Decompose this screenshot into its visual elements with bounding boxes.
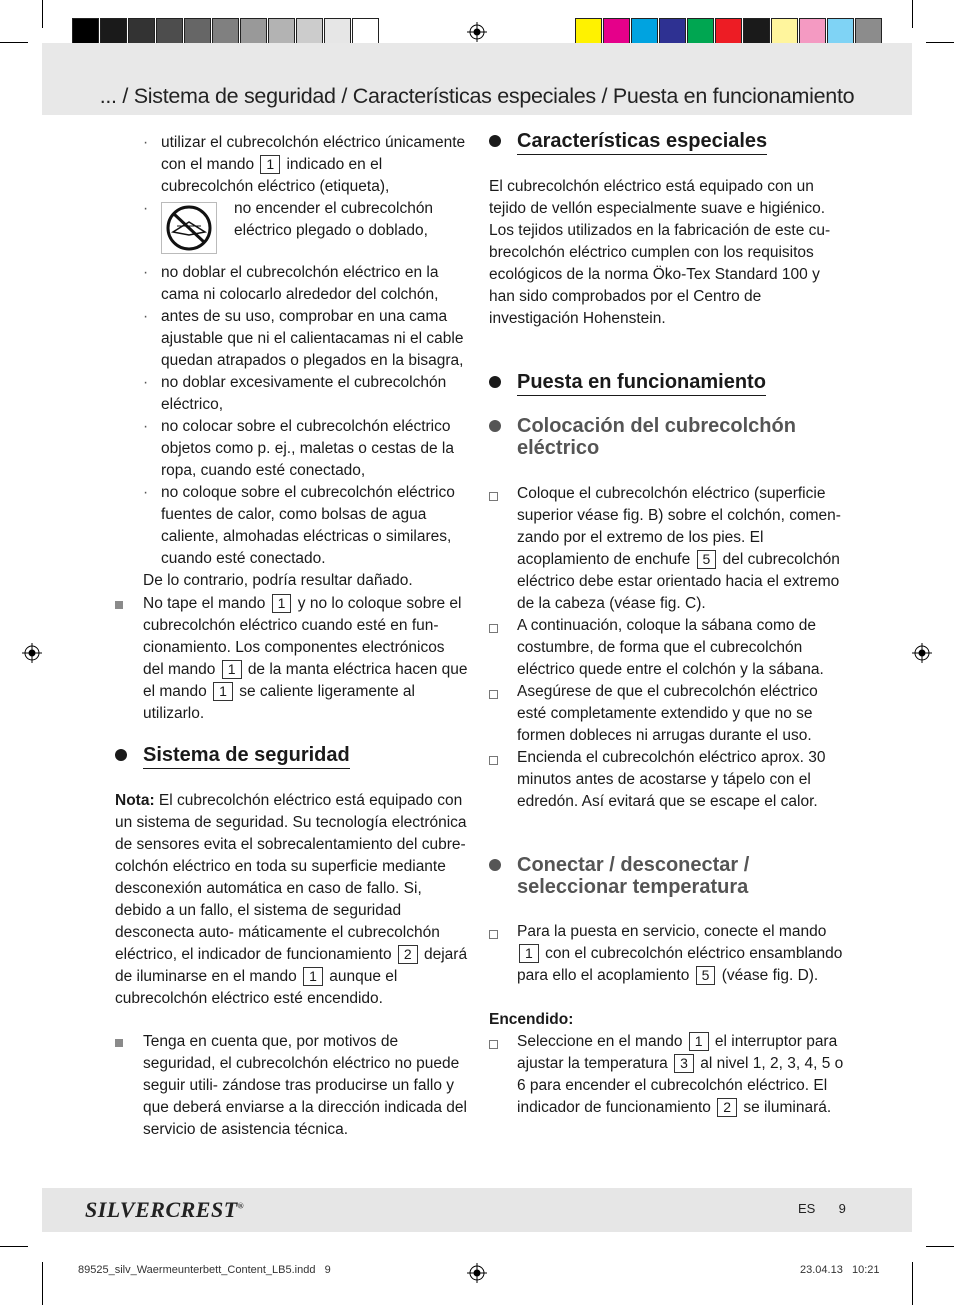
slug-date: 23.04.13 10:21 — [800, 1264, 880, 1276]
color-swatch — [128, 18, 155, 46]
crop-mark — [42, 1262, 43, 1305]
color-swatch — [715, 18, 742, 46]
language-code: ES — [798, 1201, 816, 1216]
part-number: 1 — [213, 682, 233, 701]
color-swatch — [659, 18, 686, 46]
list-item: · no doblar el cubrecolchón eléctrico en la cama ni colocarlo alrededor del colchón, — [143, 262, 468, 306]
list-item: Encienda el cubrecolchón eléctrico aprox. 30 minutos antes de acostarse y tápelo con el edredón. Así evitará que se escape el calor. — [489, 747, 844, 813]
list-item — [115, 593, 468, 725]
nota-text — [115, 790, 468, 1010]
list-item: Asegúrese de que el cubrecolchón eléctrico esté completamente extendido y que no se formen dobleces ni arrugas durante el uso. — [489, 681, 844, 747]
section-caracteristicas — [489, 130, 844, 152]
list-item — [143, 132, 468, 198]
subsection-heading: Colocación del cubrecolchón eléctrico — [489, 415, 844, 459]
crop-mark — [42, 0, 43, 28]
text: · no encender el cubrecolchón eléctrico plegado o doblado, — [234, 200, 434, 239]
color-swatch — [184, 18, 211, 46]
nota-paragraph — [115, 790, 468, 1010]
part-number: 3 — [674, 1054, 694, 1073]
text: El cubrecolchón eléctrico está equipado con un sistema de seguridad. Su tecnología electrónica de sensores evita el sobrecalentamiento del cubre- colchón eléctrico en toda su superficie mediante desconexión automática en caso de fallo. Si, debido a un fallo, el sistema de seguridad desconecta auto- máticamente el cubrecolchón eléctrico, el indicador de funcionamiento — [115, 792, 467, 963]
part-number: 2 — [717, 1098, 737, 1117]
part-number: 1 — [222, 660, 242, 679]
list-item: · no doblar excesivamente el cubrecolchón eléctrico, — [143, 372, 468, 416]
text: del cubrecolchón eléctrico debe estar orientado hacia el extremo de la cabeza (véase fig. C). — [517, 551, 840, 612]
section-conectar — [489, 854, 844, 898]
part-number: 1 — [689, 1032, 709, 1051]
page-number — [798, 1201, 846, 1216]
part-number: 1 — [260, 155, 280, 174]
subsection-heading: Conectar / desconectar / seleccionar temperatura — [489, 854, 844, 898]
color-swatch — [352, 18, 379, 46]
part-number: 2 — [398, 945, 418, 964]
color-swatch — [100, 18, 127, 46]
list-item — [489, 1031, 844, 1119]
text: dejará de iluminarse en el mando — [115, 946, 468, 985]
color-swatch — [240, 18, 267, 46]
no-fold-icon — [161, 202, 217, 254]
left-column-b — [115, 593, 468, 725]
color-swatch — [156, 18, 183, 46]
list-item: · no colocar sobre el cubrecolchón eléctrico objetos como p. ej., maletas o cestas de la ropa, cuando esté conectado, — [143, 416, 468, 482]
text: aunque el cubrecolchón eléctrico esté encendido. — [115, 968, 398, 1007]
colocacion-steps — [489, 483, 844, 813]
registration-mark-icon — [467, 1263, 487, 1283]
section-colocacion — [489, 415, 844, 459]
section-puesta — [489, 371, 844, 393]
text: de la manta eléctrica hacen que el mando — [143, 661, 468, 700]
color-swatch — [324, 18, 351, 46]
section-heading: Características especiales — [489, 130, 844, 152]
crop-mark — [0, 42, 28, 43]
color-swatch — [743, 18, 770, 46]
page-num: 9 — [838, 1201, 846, 1216]
part-number: 5 — [696, 966, 716, 985]
color-swatch — [603, 18, 630, 46]
nota-label: Nota: — [115, 792, 155, 809]
part-number: 5 — [697, 550, 717, 569]
list-item: Tenga en cuenta que, por motivos de seguridad, el cubrecolchón eléctrico no puede seguir utili- zándose tras producirse un fallo y que deberá enviarse a la dirección indicada del servicio de asistencia técnica. — [115, 1031, 468, 1141]
text: Para la puesta en servicio, conecte el mando — [517, 923, 827, 940]
list-item — [489, 483, 844, 615]
text: indicado en el cubrecolchón eléctrico (etiqueta), — [161, 156, 390, 195]
text: el interruptor para ajustar la temperatura — [517, 1033, 838, 1072]
color-swatch — [296, 18, 323, 46]
text: se caliente ligeramente al utilizarlo. — [143, 683, 415, 722]
crop-mark — [926, 1246, 954, 1247]
registration-mark-icon — [22, 643, 42, 663]
crop-mark — [912, 0, 913, 28]
list-item: A continuación, coloque la sábana como de costumbre, de forma que el cubrecolchón eléctrico quede entre el colchón y la sábana. — [489, 615, 844, 681]
color-swatch — [687, 18, 714, 46]
color-swatch — [575, 18, 602, 46]
color-swatch — [771, 18, 798, 46]
part-number: 1 — [303, 967, 323, 986]
text: Coloque el cubrecolchón eléctrico (superficie superior véase fig. B) sobre el colchón, comen- zando por el extremo de los pies. El acoplamiento de enchufe — [517, 485, 841, 568]
list-item — [489, 921, 844, 987]
color-bar — [575, 18, 883, 46]
text: al nivel 1, 2, 3, 4, 5 o 6 para encender el cubrecolchón eléctrico. El indicador de funcionamiento — [517, 1055, 844, 1116]
text: (véase fig. D). — [721, 967, 819, 984]
encendido-label: Encendido: — [489, 1011, 574, 1028]
left-column — [143, 132, 468, 592]
encendido-block — [489, 1009, 844, 1119]
crop-mark — [912, 1262, 913, 1305]
registration-mark-icon — [467, 22, 487, 42]
color-swatch — [631, 18, 658, 46]
brand-logo: SILVERCREST® — [85, 1197, 245, 1222]
list-item: · antes de su uso, comprobar en una cama ajustable que ni el calientacamas ni el cable quedan atrapados o plegados en la bisagra, — [143, 306, 468, 372]
crop-mark — [0, 1246, 28, 1247]
section-heading: Puesta en funcionamiento — [489, 371, 844, 393]
safety-note — [115, 1031, 468, 1141]
part-number: 1 — [272, 594, 292, 613]
list-item — [143, 198, 468, 262]
color-swatch — [72, 18, 99, 46]
section-seguridad — [115, 744, 468, 766]
color-swatch — [799, 18, 826, 46]
part-number: 1 — [519, 944, 539, 963]
text: se iluminará. — [743, 1099, 832, 1116]
warning-text: De lo contrario, podría resultar dañado. — [143, 572, 413, 589]
color-swatch — [827, 18, 854, 46]
crop-mark — [926, 42, 954, 43]
page-title: ... / Sistema de seguridad / Características especiales / Puesta en funcionamiento — [99, 84, 855, 108]
text: Seleccione en el mando — [517, 1033, 683, 1050]
text: con el cubrecolchón eléctrico ensamblando para ello el acoplamiento — [517, 945, 843, 984]
section-heading: Sistema de seguridad — [115, 744, 468, 766]
caract-paragraph: El cubrecolchón eléctrico está equipado con un tejido de vellón especialmente suave e higiénico. Los tejidos utilizados en la fabricación de este cu- brecolchón eléctrico cumplen con los requisitos ecológicos de la norma Öko-Tex Standard 100 y han sido comprobados por el Centro de investigación Hohenstein. — [489, 178, 831, 327]
text: utilizar el cubrecolchón eléctrico únicamente con el mando — [161, 134, 466, 173]
color-swatch — [855, 18, 882, 46]
text: y no lo coloque sobre el cubrecolchón eléctrico cuando esté en fun- cionamiento. Los componentes electrónicos del mando — [143, 595, 462, 678]
color-swatch — [212, 18, 239, 46]
list-item: · no coloque sobre el cubrecolchón eléctrico fuentes de calor, como bolsas de agua caliente, almohadas eléctricas o similares, cuando esté conectado. — [143, 482, 468, 570]
registration-mark-icon — [912, 643, 932, 663]
color-swatch — [268, 18, 295, 46]
slug-file: 89525_silv_Waermeunterbett_Content_LB5.indd 9 — [78, 1264, 331, 1276]
conectar-steps — [489, 921, 844, 987]
grayscale-bar — [72, 18, 380, 46]
text: No tape el mando — [143, 595, 266, 612]
